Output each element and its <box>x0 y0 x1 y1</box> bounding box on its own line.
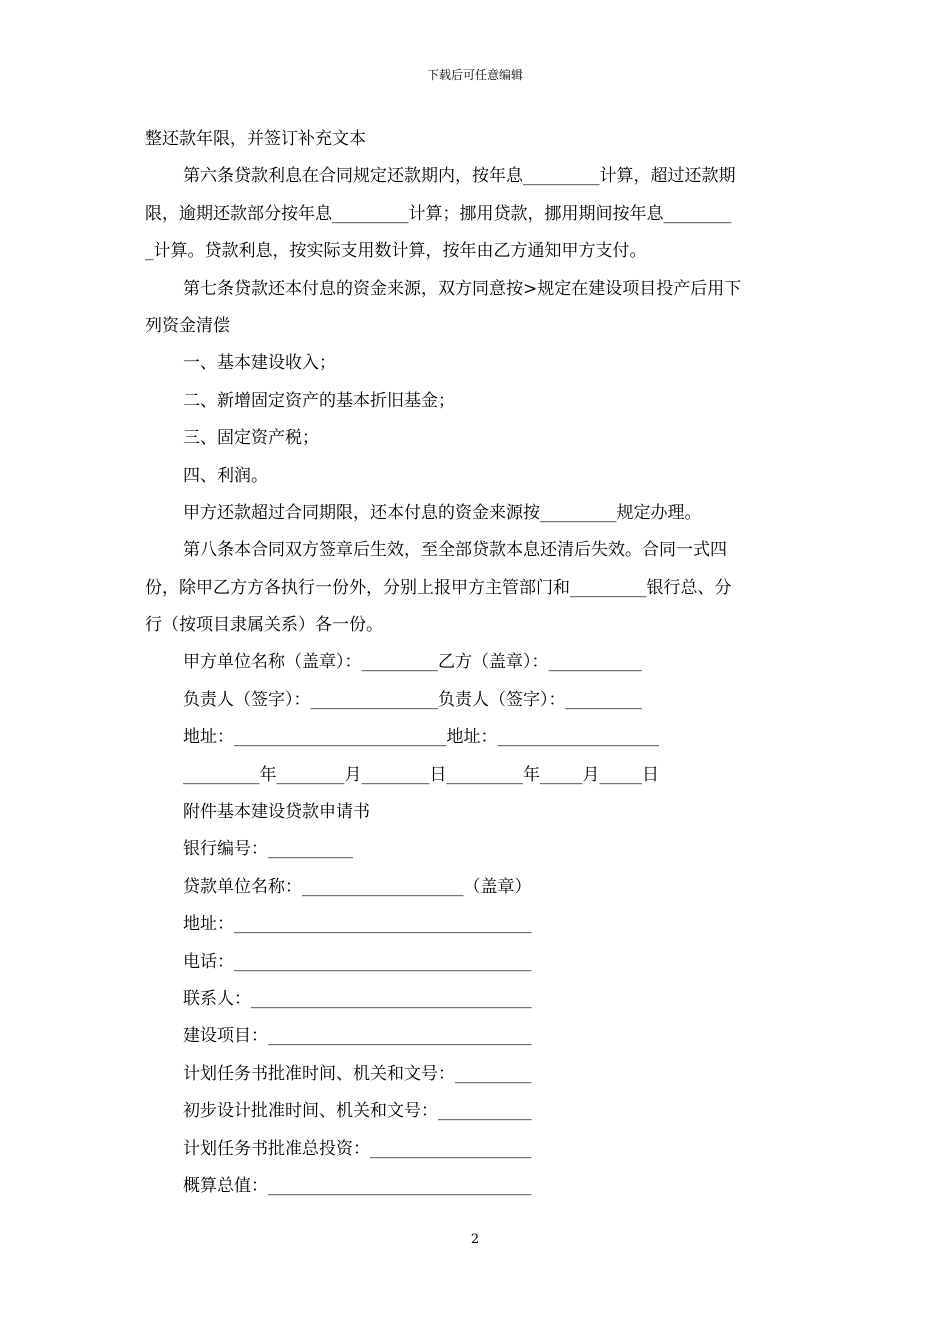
text-line: 四、利润。 <box>183 465 268 486</box>
text-line: 负责人（签字）：_______________负责人（签字）：_________ <box>183 689 642 710</box>
text-line: 一、基本建设收入； <box>183 353 336 374</box>
text-line: 甲方还款超过合同期限，还本付息的资金来源按_________规定办理。 <box>183 502 702 523</box>
text-line: 概算总值：_______________________________ <box>183 1175 532 1196</box>
text-line: 整还款年限，并签订补充文本 <box>145 129 366 149</box>
text-line: 初步设计批准时间、机关和文号：___________ <box>183 1101 532 1122</box>
text-line: 贷款单位名称：___________________（盖章） <box>183 876 532 897</box>
page-header: 下载后可任意编辑 <box>426 68 523 82</box>
text-line: 计划任务书批准总投资：___________________ <box>183 1138 532 1159</box>
text-line: 三、固定资产税； <box>183 428 319 449</box>
text-line: 地址：___________________________________ <box>183 914 532 935</box>
page-number: 2 <box>470 1232 480 1247</box>
text-line: 第七条贷款还本付息的资金来源，双方同意按>规定在建设项目投产后用下 <box>183 278 742 299</box>
text-line: 份，除甲乙方方各执行一份外，分别上报甲方主管部门和_________银行总、分 <box>145 577 732 598</box>
text-line: 甲方单位名称（盖章）：_________乙方（盖章）：___________ <box>183 652 642 673</box>
text-line: 列资金清偿 <box>145 315 230 336</box>
text-line: 附件基本建设贷款申请书 <box>183 802 370 823</box>
text-line: 地址：_________________________地址：___________________ <box>183 727 659 748</box>
text-line: 第八条本合同双方签章后生效，至全部贷款本息还清后失效。合同一式四 <box>183 540 727 561</box>
text-line: 行（按项目隶属关系）各一份。 <box>145 615 383 636</box>
text-line: 二、新增固定资产的基本折旧基金； <box>183 390 455 411</box>
text-line: _________年________月________日_________年_____月_____日 <box>183 764 659 785</box>
text-line: 联系人：_________________________________ <box>183 988 532 1009</box>
text-line: 限，逾期还款部分按年息_________计算；挪用贷款，挪用期间按年息________ <box>145 203 732 224</box>
text-line: 电话：___________________________________ <box>183 951 532 972</box>
text-line: 计划任务书批准时间、机关和文号：_________ <box>183 1063 532 1084</box>
document-body <box>145 124 810 1208</box>
text-line: 第六条贷款利息在合同规定还款期内，按年息_________计算，超过还款期 <box>183 166 736 187</box>
text-line: 银行编号：__________ <box>183 839 353 860</box>
text-line: 建设项目：_______________________________ <box>183 1026 532 1047</box>
text-line: _计算。贷款利息，按实际支用数计算，按年由乙方通知甲方支付。 <box>145 241 647 262</box>
